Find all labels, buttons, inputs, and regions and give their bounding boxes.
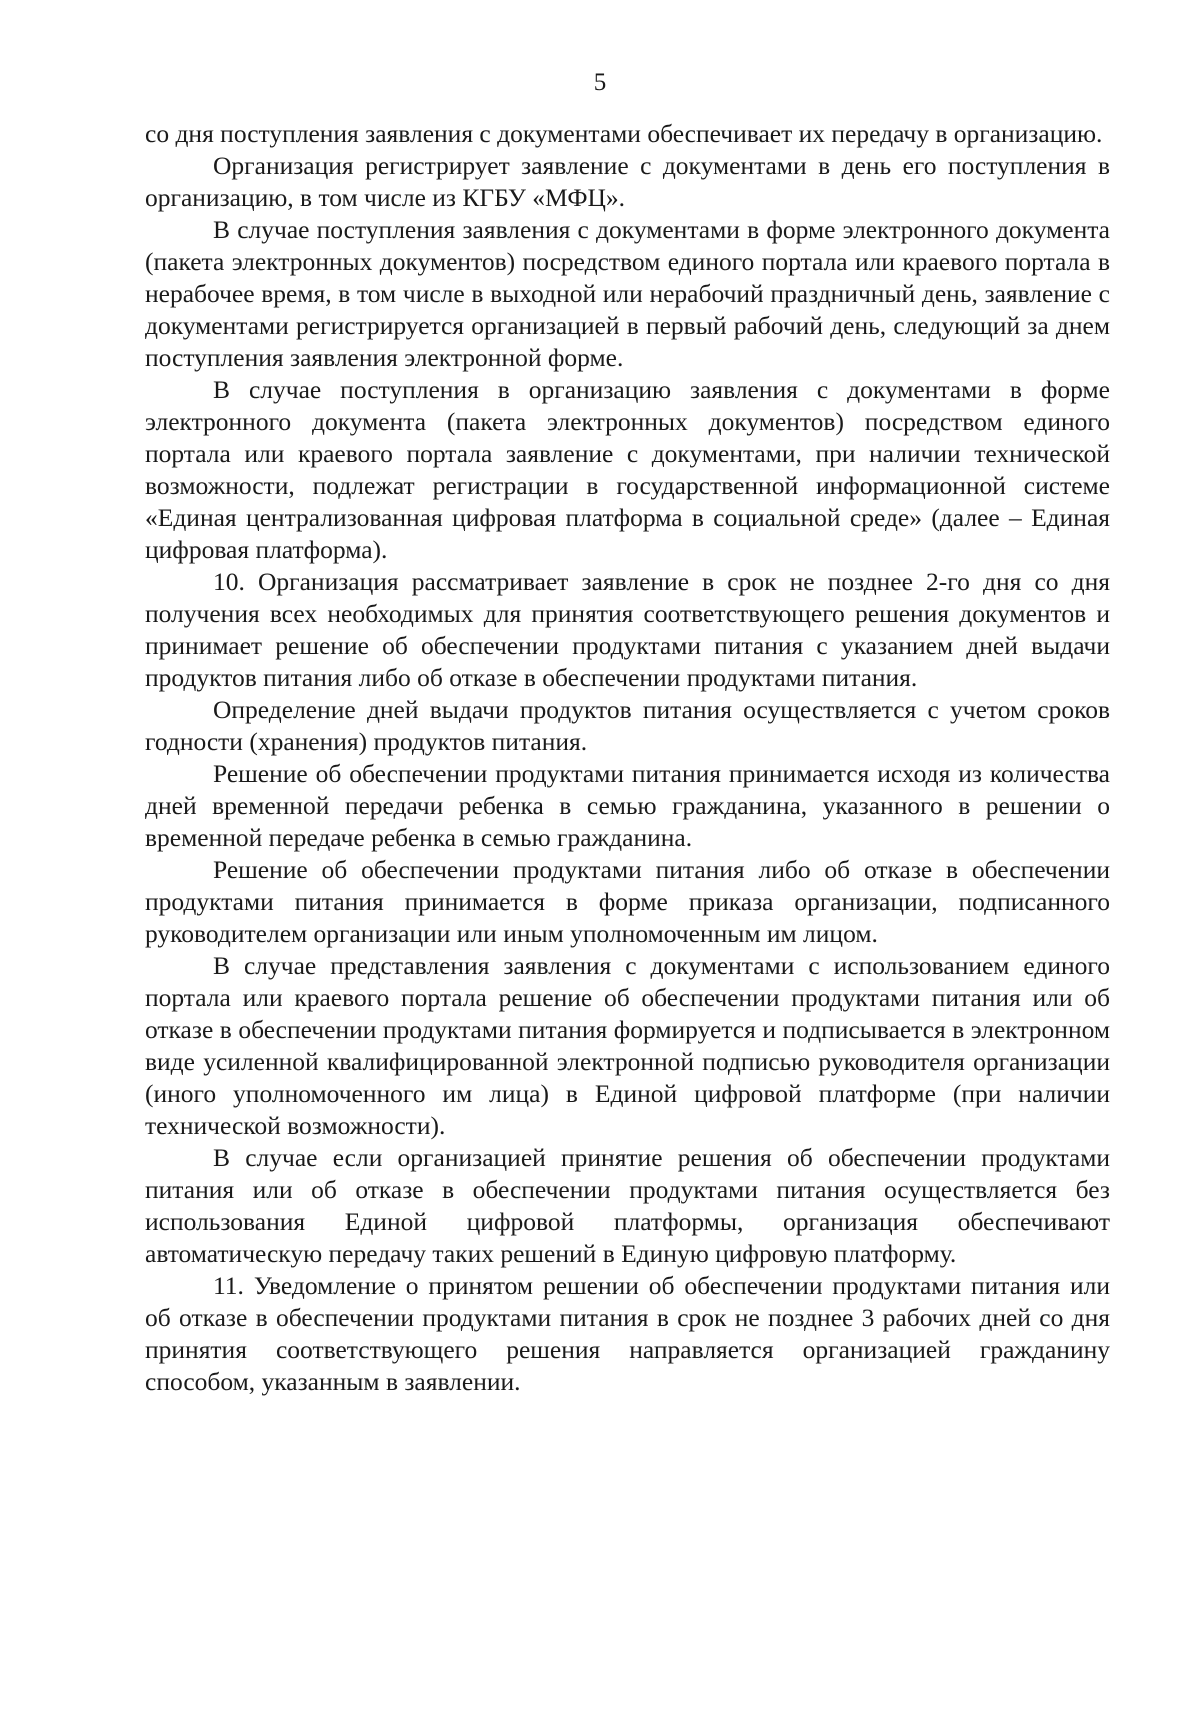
paragraph-nonworking-time: В случае поступления заявления с документами в форме электронного документа (пакета электронных документов) посредством единого портала или краевого портала в нерабочее время, в том числе в выходной или нерабочий праздничный день, заявление с документами регистрируется организацией в первый рабочий день, следующий за днем поступления заявления электронной форме.	[145, 215, 1110, 372]
paragraph-electronic-signature: В случае представления заявления с документами с использованием единого портала или краевого портала решение об обеспечении продуктами питания или об отказе в обеспечении продуктами питания формируется и подписывается в электронном виде усиленной квалифицированной электронной подписью руководителя организации (иного уполномоченного им лица) в Единой цифровой платформе (при наличии технической возможности).	[145, 951, 1110, 1140]
paragraph-issue-days: Определение дней выдачи продуктов питания осуществляется с учетом сроков годности (хранения) продуктов питания.	[145, 695, 1110, 756]
paragraph-decision-basis: Решение об обеспечении продуктами питания принимается исходя из количества дней временной передачи ребенка в семью гражданина, указанного в решении о временной передаче ребенка в семью гражданина.	[145, 759, 1110, 852]
paragraph-item-11: 11. Уведомление о принятом решении об обеспечении продуктами питания или об отказе в обеспечении продуктами питания в срок не позднее 3 рабочих дней со дня принятия соответствующего решения направляется организацией гражданину способом, указанным в заявлении.	[145, 1271, 1110, 1396]
paragraph-item-10: 10. Организация рассматривает заявление в срок не позднее 2-го дня со дня получения всех необходимых для принятия соответствующего решения документов и принимает решение об обеспечении продуктами питания с указанием дней выдачи продуктов питания либо об отказе в обеспечении продуктами питания.	[145, 567, 1110, 692]
document-body	[145, 118, 1110, 1398]
paragraph-digital-platform: В случае поступления в организацию заявления с документами в форме электронного документа (пакета электронных документов) посредством единого портала или краевого портала заявление с документами, при наличии технической возможности, подлежат регистрации в государственной информационной системе «Единая централизованная цифровая платформа в социальной среде» (далее – Единая цифровая платформа).	[145, 375, 1110, 564]
page-number: 5	[593, 69, 607, 96]
paragraph-registration: Организация регистрирует заявление с документами в день его поступления в организацию, в том числе из КГБУ «МФЦ».	[145, 151, 1110, 212]
paragraph-decision-form: Решение об обеспечении продуктами питания либо об отказе в обеспечении продуктами питания принимается в форме приказа организации, подписанного руководителем организации или иным уполномоченным им лицом.	[145, 855, 1110, 948]
paragraph-automatic-transfer: В случае если организацией принятие решения об обеспечении продуктами питания или об отказе в обеспечении продуктами питания осуществляется без использования Единой цифровой платформы, организация обеспечивают автоматическую передачу таких решений в Единую цифровую платформу.	[145, 1143, 1110, 1268]
paragraph-continuation: со дня поступления заявления с документами обеспечивает их передачу в организацию.	[145, 119, 1103, 148]
